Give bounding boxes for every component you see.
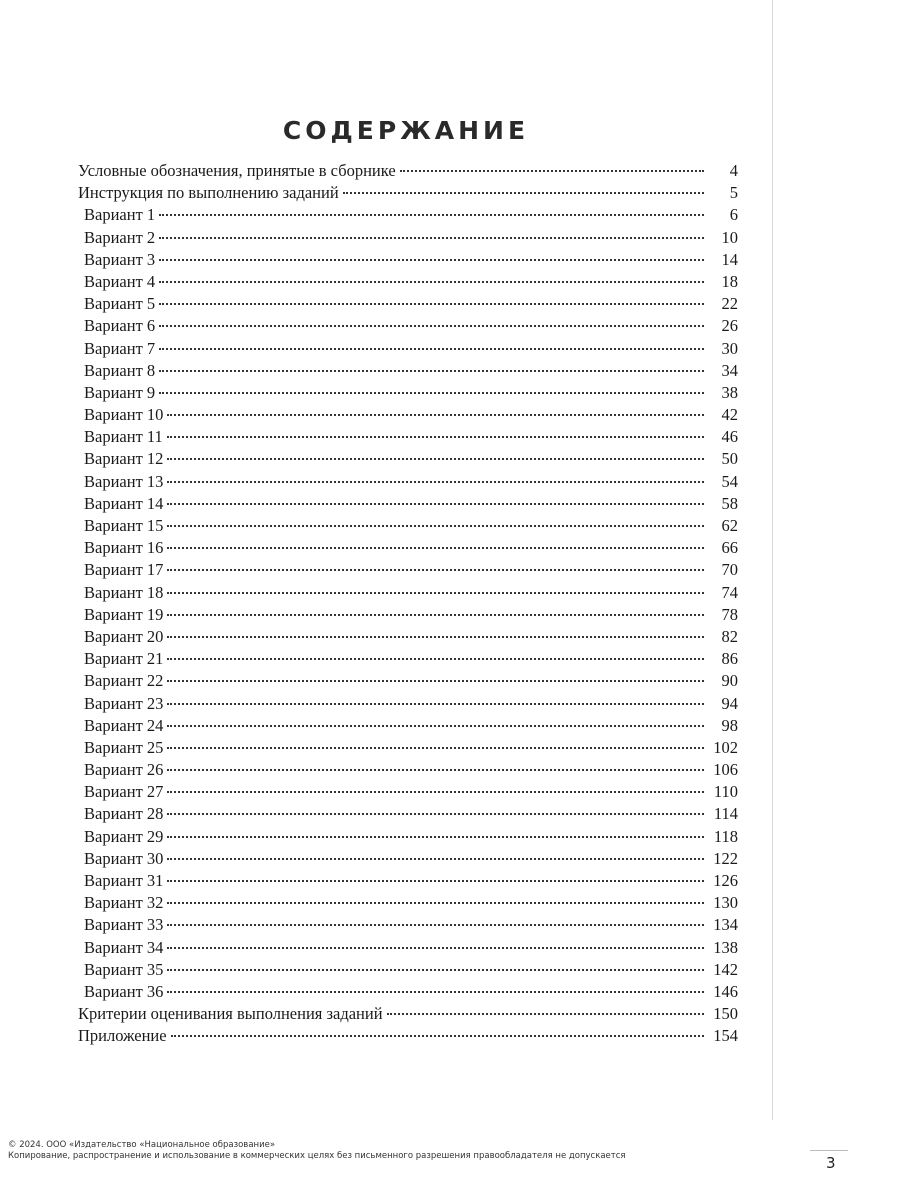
toc-entry xyxy=(78,360,738,382)
toc-entry xyxy=(78,559,738,581)
toc-entry-title: Вариант 29 xyxy=(84,826,164,846)
toc-entry xyxy=(78,382,738,404)
toc-dot-leader xyxy=(167,525,704,527)
toc-entry-title: Приложение xyxy=(78,1026,167,1046)
toc-entry xyxy=(78,293,738,315)
toc-entry-title: Вариант 4 xyxy=(84,271,156,291)
toc-dot-leader xyxy=(159,325,704,327)
toc-entry-page: 22 xyxy=(721,294,738,314)
toc-dot-leader xyxy=(167,614,704,616)
toc-entry-title: Вариант 5 xyxy=(84,294,156,314)
toc-entry-title: Вариант 22 xyxy=(84,671,164,691)
toc-entry-page: 78 xyxy=(721,604,738,624)
toc-dot-leader xyxy=(167,924,704,926)
toc-entry-title: Условные обозначения, принятые в сборнике xyxy=(78,161,396,180)
toc-entry-page: 30 xyxy=(721,338,738,358)
toc-entry-page: 142 xyxy=(713,959,738,979)
table-of-contents xyxy=(78,160,738,1048)
toc-dot-leader xyxy=(167,747,704,749)
toc-entry-page: 6 xyxy=(729,205,738,225)
toc-entry-title: Вариант 33 xyxy=(84,915,164,935)
toc-entry-title: Вариант 27 xyxy=(84,782,164,802)
toc-dot-leader xyxy=(159,392,704,394)
toc-entry xyxy=(78,715,738,737)
page-number-rule xyxy=(810,1150,848,1151)
toc-dot-leader xyxy=(167,813,704,815)
toc-entry xyxy=(78,493,738,515)
toc-entry xyxy=(78,693,738,715)
toc-entry xyxy=(78,426,738,448)
toc-entry xyxy=(78,471,738,493)
toc-entry xyxy=(78,404,738,426)
toc-dot-leader xyxy=(167,592,704,594)
toc-entry xyxy=(78,892,738,914)
toc-entry xyxy=(78,626,738,648)
toc-entry-page: 94 xyxy=(721,693,738,713)
toc-dot-leader xyxy=(167,791,704,793)
toc-entry xyxy=(78,604,738,626)
toc-entry-page: 14 xyxy=(721,249,738,269)
toc-dot-leader xyxy=(167,947,704,949)
toc-dot-leader xyxy=(167,769,704,771)
page-title: СОДЕРЖАНИЕ xyxy=(282,116,530,145)
toc-entry xyxy=(78,826,738,848)
toc-entry-page: 138 xyxy=(713,937,738,957)
toc-dot-leader xyxy=(343,192,704,194)
toc-entry-page: 18 xyxy=(721,271,738,291)
toc-entry-page: 150 xyxy=(713,1004,738,1024)
toc-entry-title: Вариант 15 xyxy=(84,516,164,535)
toc-dot-leader xyxy=(167,658,704,660)
toc-dot-leader xyxy=(167,414,704,416)
toc-dot-leader xyxy=(159,259,704,261)
footer-notice: Копирование, распространение и использование в коммерческих целях без письменного разрешения правообладателя не допускается xyxy=(8,1151,626,1161)
toc-entry-title: Вариант 21 xyxy=(84,649,164,669)
toc-dot-leader xyxy=(387,1013,704,1015)
toc-entry-title: Вариант 7 xyxy=(84,338,156,358)
page-number: 3 xyxy=(826,1154,836,1172)
toc-entry-title: Вариант 18 xyxy=(84,582,164,602)
toc-entry-page: 98 xyxy=(721,715,738,735)
toc-entry xyxy=(78,648,738,670)
toc-entry xyxy=(78,1003,738,1025)
toc-entry-page: 70 xyxy=(721,560,738,580)
toc-entry-title: Вариант 20 xyxy=(84,626,164,646)
toc-entry-title: Вариант 32 xyxy=(84,893,164,913)
toc-entry xyxy=(78,937,738,959)
toc-entry-title: Вариант 9 xyxy=(84,382,156,402)
page-edge-line xyxy=(772,0,773,1120)
toc-dot-leader xyxy=(167,547,704,549)
toc-entry-page: 82 xyxy=(721,626,738,646)
toc-entry xyxy=(78,670,738,692)
toc-entry xyxy=(78,515,738,537)
toc-entry-title: Вариант 13 xyxy=(84,471,164,491)
toc-entry xyxy=(78,1025,738,1047)
toc-entry xyxy=(78,981,738,1003)
toc-entry-page: 126 xyxy=(713,871,738,890)
toc-entry-title: Вариант 6 xyxy=(84,316,156,336)
toc-entry-page: 134 xyxy=(713,915,738,935)
toc-entry-page: 86 xyxy=(721,649,738,669)
toc-entry-page: 34 xyxy=(721,360,738,380)
toc-entry-page: 62 xyxy=(721,516,738,535)
toc-entry-title: Вариант 19 xyxy=(84,604,164,624)
toc-entry-page: 122 xyxy=(713,848,738,868)
toc-entry xyxy=(78,737,738,759)
toc-entry-page: 42 xyxy=(721,405,738,425)
toc-entry-page: 110 xyxy=(713,782,738,802)
toc-entry-page: 4 xyxy=(729,161,738,180)
toc-entry xyxy=(78,338,738,360)
toc-entry xyxy=(78,848,738,870)
toc-entry-page: 118 xyxy=(713,826,738,846)
toc-dot-leader xyxy=(167,991,704,993)
toc-entry xyxy=(78,582,738,604)
toc-dot-leader xyxy=(167,880,704,882)
toc-dot-leader xyxy=(400,170,704,172)
toc-entry-title: Вариант 16 xyxy=(84,538,164,558)
toc-dot-leader xyxy=(167,636,704,638)
toc-dot-leader xyxy=(159,303,704,305)
toc-entry-page: 90 xyxy=(721,671,738,691)
toc-entry xyxy=(78,160,738,182)
toc-entry-title: Инструкция по выполнению заданий xyxy=(78,183,339,203)
toc-entry xyxy=(78,271,738,293)
toc-entry-page: 58 xyxy=(721,493,738,513)
toc-entry xyxy=(78,870,738,892)
toc-entry-title: Вариант 10 xyxy=(84,405,164,425)
toc-entry-page: 74 xyxy=(721,582,738,602)
toc-dot-leader xyxy=(167,902,704,904)
toc-entry xyxy=(78,914,738,936)
toc-entry xyxy=(78,759,738,781)
footer xyxy=(8,1140,626,1162)
toc-dot-leader xyxy=(167,969,704,971)
toc-dot-leader xyxy=(159,348,704,350)
toc-entry-page: 46 xyxy=(721,427,738,447)
toc-entry-title: Вариант 24 xyxy=(84,715,164,735)
toc-dot-leader xyxy=(159,281,704,283)
toc-entry-page: 146 xyxy=(713,981,738,1001)
toc-entry xyxy=(78,781,738,803)
toc-entry xyxy=(78,249,738,271)
toc-entry xyxy=(78,315,738,337)
toc-dot-leader xyxy=(167,858,704,860)
toc-dot-leader xyxy=(167,680,704,682)
toc-entry-page: 26 xyxy=(721,316,738,336)
toc-entry xyxy=(78,959,738,981)
toc-entry-page: 50 xyxy=(721,449,738,469)
toc-dot-leader xyxy=(167,836,704,838)
toc-entry-title: Критерии оценивания выполнения заданий xyxy=(78,1004,383,1024)
toc-entry xyxy=(78,803,738,825)
toc-dot-leader xyxy=(159,370,704,372)
toc-entry-page: 106 xyxy=(713,760,738,780)
toc-entry-page: 10 xyxy=(721,227,738,247)
toc-entry xyxy=(78,227,738,249)
toc-entry-title: Вариант 12 xyxy=(84,449,164,469)
toc-entry-page: 130 xyxy=(713,893,738,913)
toc-entry-page: 114 xyxy=(713,804,738,824)
toc-entry xyxy=(78,204,738,226)
toc-entry-page: 5 xyxy=(729,183,738,203)
toc-entry-page: 154 xyxy=(713,1026,738,1046)
toc-dot-leader xyxy=(167,503,704,505)
toc-entry xyxy=(78,537,738,559)
toc-entry-title: Вариант 14 xyxy=(84,493,164,513)
toc-dot-leader xyxy=(167,569,704,571)
toc-dot-leader xyxy=(167,703,704,705)
toc-entry xyxy=(78,448,738,470)
toc-dot-leader xyxy=(167,481,704,483)
toc-entry-title: Вариант 25 xyxy=(84,737,164,757)
toc-entry-title: Вариант 31 xyxy=(84,871,164,890)
toc-dot-leader xyxy=(167,725,704,727)
toc-entry-title: Вариант 23 xyxy=(84,693,164,713)
toc-entry-page: 54 xyxy=(721,471,738,491)
toc-entry-title: Вариант 3 xyxy=(84,249,156,269)
toc-entry-title: Вариант 30 xyxy=(84,848,164,868)
toc-entry-title: Вариант 17 xyxy=(84,560,164,580)
toc-dot-leader xyxy=(171,1035,704,1037)
toc-entry-title: Вариант 11 xyxy=(84,427,163,447)
toc-dot-leader xyxy=(167,458,704,460)
toc-dot-leader xyxy=(167,436,704,438)
toc-entry-title: Вариант 8 xyxy=(84,360,156,380)
toc-entry-title: Вариант 26 xyxy=(84,760,164,780)
toc-entry-page: 102 xyxy=(713,737,738,757)
toc-dot-leader xyxy=(159,214,704,216)
toc-entry-title: Вариант 1 xyxy=(84,205,156,225)
toc-entry-title: Вариант 28 xyxy=(84,804,164,824)
toc-entry-title: Вариант 34 xyxy=(84,937,164,957)
footer-copyright: © 2024. ООО «Издательство «Национальное образование» xyxy=(8,1140,276,1150)
toc-entry xyxy=(78,182,738,204)
toc-entry-title: Вариант 2 xyxy=(84,227,156,247)
toc-entry-title: Вариант 35 xyxy=(84,959,164,979)
toc-entry-page: 38 xyxy=(721,382,738,402)
toc-entry-page: 66 xyxy=(721,538,738,558)
toc-entry-title: Вариант 36 xyxy=(84,981,164,1001)
toc-dot-leader xyxy=(159,237,704,239)
